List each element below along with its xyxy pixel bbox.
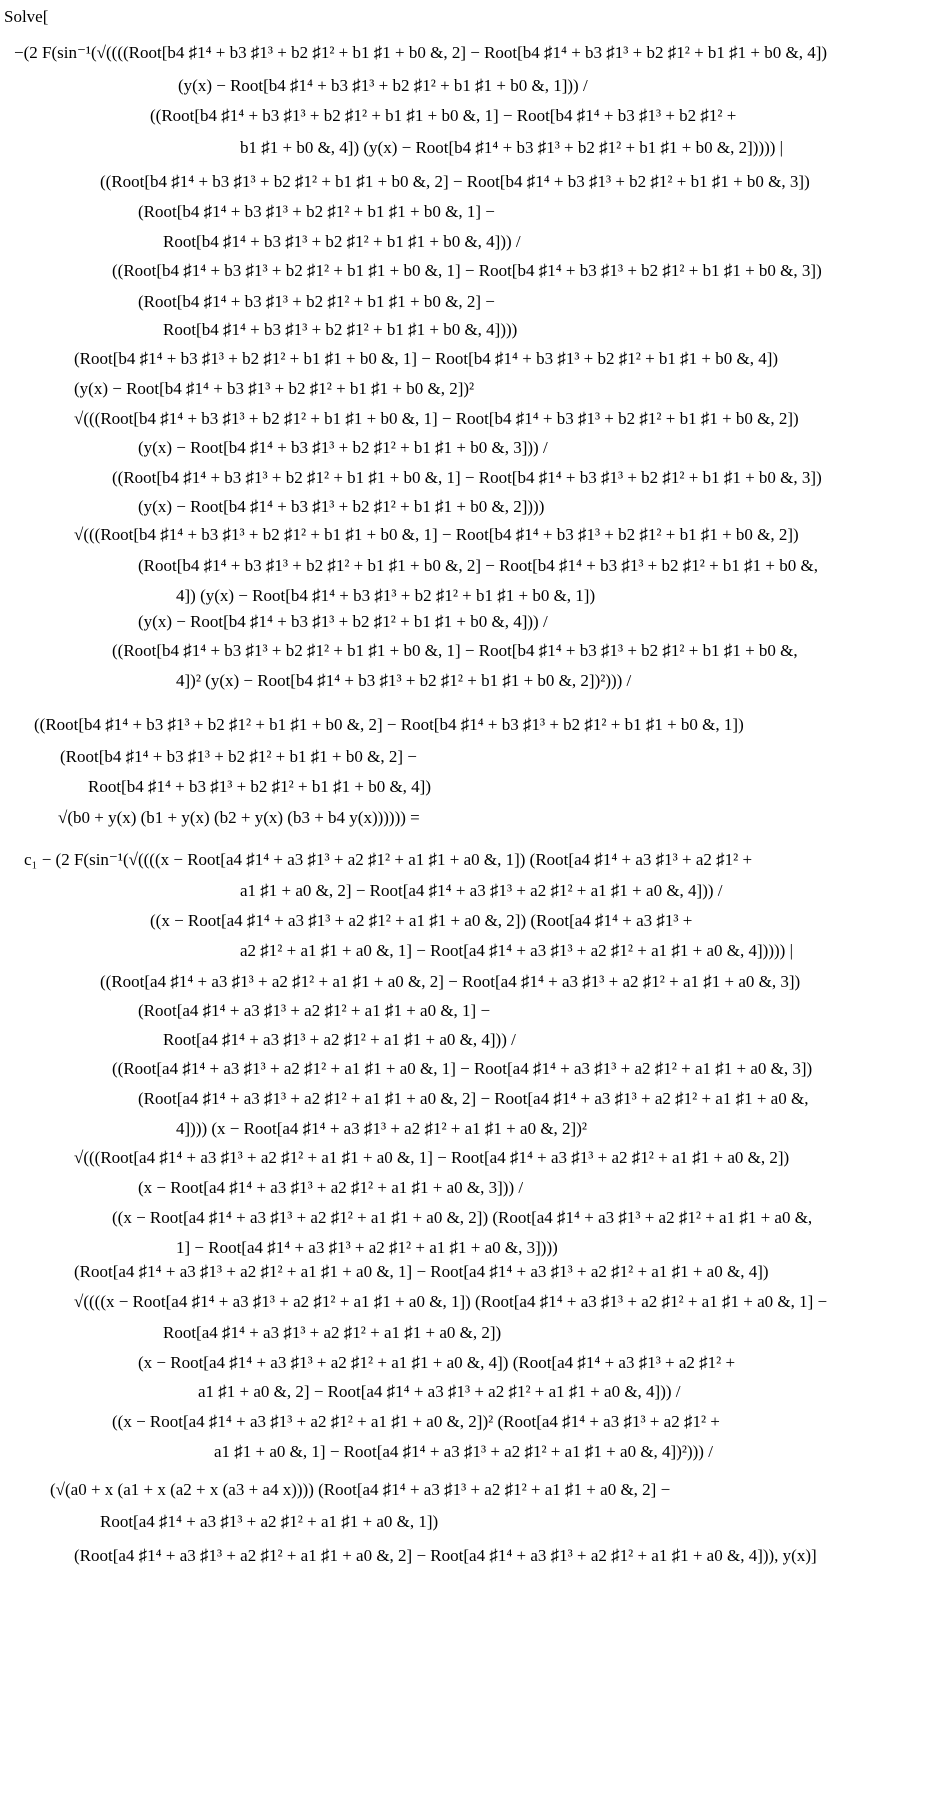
expression-line: (Root[b4 ♯1⁴ + b3 ♯1³ + b2 ♯1² + b1 ♯1 + b0 &, 1] − Root[b4 ♯1⁴ + b3 ♯1³ + b2 ♯1² + b1 ♯1 + b0 &, 4])	[74, 349, 779, 368]
expression-line: √(b0 + y(x) (b1 + y(x) (b2 + y(x) (b3 + b4 y(x)))))) =	[58, 808, 420, 827]
expression-line: (Root[a4 ♯1⁴ + a3 ♯1³ + a2 ♯1² + a1 ♯1 + a0 &, 1] − Root[a4 ♯1⁴ + a3 ♯1³ + a2 ♯1² + a1 ♯1 + a0 &, 4])	[74, 1262, 769, 1281]
expression-line: ((Root[b4 ♯1⁴ + b3 ♯1³ + b2 ♯1² + b1 ♯1 + b0 &, 1] − Root[b4 ♯1⁴ + b3 ♯1³ + b2 ♯1² + b1 ♯1 + b0 &,	[112, 641, 798, 660]
expression-line: ((x − Root[a4 ♯1⁴ + a3 ♯1³ + a2 ♯1² + a1 ♯1 + a0 &, 2]) (Root[a4 ♯1⁴ + a3 ♯1³ + a2 ♯1² + a1 ♯1 + a0 &,	[112, 1208, 813, 1227]
expression-line: a1 ♯1 + a0 &, 2] − Root[a4 ♯1⁴ + a3 ♯1³ + a2 ♯1² + a1 ♯1 + a0 &, 4])) /	[198, 1382, 681, 1401]
expression-line: (Root[b4 ♯1⁴ + b3 ♯1³ + b2 ♯1² + b1 ♯1 + b0 &, 1] −	[138, 202, 495, 221]
expression-line: Root[a4 ♯1⁴ + a3 ♯1³ + a2 ♯1² + a1 ♯1 + a0 &, 2])	[163, 1323, 502, 1342]
expression-line: (√(a0 + x (a1 + x (a2 + x (a3 + a4 x)))) (Root[a4 ♯1⁴ + a3 ♯1³ + a2 ♯1² + a1 ♯1 + a0 &, 2] −	[50, 1480, 671, 1499]
expression-line: (x − Root[a4 ♯1⁴ + a3 ♯1³ + a2 ♯1² + a1 ♯1 + a0 &, 3])) /	[138, 1178, 524, 1197]
expression-line: ((x − Root[a4 ♯1⁴ + a3 ♯1³ + a2 ♯1² + a1 ♯1 + a0 &, 2])² (Root[a4 ♯1⁴ + a3 ♯1³ + a2 ♯1² +	[112, 1412, 720, 1431]
expression-line: (Root[a4 ♯1⁴ + a3 ♯1³ + a2 ♯1² + a1 ♯1 + a0 &, 2] − Root[a4 ♯1⁴ + a3 ♯1³ + a2 ♯1² + a1 ♯1 + a0 &, 4])), y(x)]	[74, 1546, 817, 1565]
expression-line: √(((Root[b4 ♯1⁴ + b3 ♯1³ + b2 ♯1² + b1 ♯1 + b0 &, 1] − Root[b4 ♯1⁴ + b3 ♯1³ + b2 ♯1² + b1 ♯1 + b0 &, 2])	[74, 525, 799, 544]
expression-line: (x − Root[a4 ♯1⁴ + a3 ♯1³ + a2 ♯1² + a1 ♯1 + a0 &, 4]) (Root[a4 ♯1⁴ + a3 ♯1³ + a2 ♯1² +	[138, 1353, 736, 1372]
expression-line: (Root[b4 ♯1⁴ + b3 ♯1³ + b2 ♯1² + b1 ♯1 + b0 &, 2] −	[60, 747, 417, 766]
expression-line: ((Root[a4 ♯1⁴ + a3 ♯1³ + a2 ♯1² + a1 ♯1 + a0 &, 2] − Root[a4 ♯1⁴ + a3 ♯1³ + a2 ♯1² + a1 ♯1 + a0 &, 3])	[100, 972, 801, 991]
expression-line: ((Root[a4 ♯1⁴ + a3 ♯1³ + a2 ♯1² + a1 ♯1 + a0 &, 1] − Root[a4 ♯1⁴ + a3 ♯1³ + a2 ♯1² + a1 ♯1 + a0 &, 3])	[112, 1059, 813, 1078]
expression-line: Root[a4 ♯1⁴ + a3 ♯1³ + a2 ♯1² + a1 ♯1 + a0 &, 1])	[100, 1512, 439, 1531]
expression-line: (y(x) − Root[b4 ♯1⁴ + b3 ♯1³ + b2 ♯1² + b1 ♯1 + b0 &, 1])) /	[178, 76, 588, 95]
expression-line: (Root[b4 ♯1⁴ + b3 ♯1³ + b2 ♯1² + b1 ♯1 + b0 &, 2] −	[138, 292, 495, 311]
expression-line: ((x − Root[a4 ♯1⁴ + a3 ♯1³ + a2 ♯1² + a1 ♯1 + a0 &, 2]) (Root[a4 ♯1⁴ + a3 ♯1³ +	[150, 911, 693, 930]
expression-line: Root[b4 ♯1⁴ + b3 ♯1³ + b2 ♯1² + b1 ♯1 + b0 &, 4])	[88, 777, 431, 796]
expression-line: −(2 F(sin⁻¹(√((((Root[b4 ♯1⁴ + b3 ♯1³ + b2 ♯1² + b1 ♯1 + b0 &, 2] − Root[b4 ♯1⁴ + b3 ♯1³ + b2 ♯1² + b1 ♯1 + b0 &, 4])	[14, 43, 828, 62]
expression-line: (y(x) − Root[b4 ♯1⁴ + b3 ♯1³ + b2 ♯1² + b1 ♯1 + b0 &, 4])) /	[138, 612, 548, 631]
expression-line: 1] − Root[a4 ♯1⁴ + a3 ♯1³ + a2 ♯1² + a1 ♯1 + a0 &, 3])))	[176, 1238, 558, 1257]
expression-line: 4]) (y(x) − Root[b4 ♯1⁴ + b3 ♯1³ + b2 ♯1² + b1 ♯1 + b0 &, 1])	[176, 586, 596, 605]
expression-line: a1 ♯1 + a0 &, 1] − Root[a4 ♯1⁴ + a3 ♯1³ + a2 ♯1² + a1 ♯1 + a0 &, 4])²))) /	[214, 1442, 713, 1461]
expression-line: Root[a4 ♯1⁴ + a3 ♯1³ + a2 ♯1² + a1 ♯1 + a0 &, 4])) /	[163, 1030, 516, 1049]
expression-line: ((Root[b4 ♯1⁴ + b3 ♯1³ + b2 ♯1² + b1 ♯1 + b0 &, 1] − Root[b4 ♯1⁴ + b3 ♯1³ + b2 ♯1² + b1 ♯1 + b0 &, 3])	[112, 261, 822, 280]
expression-line: a2 ♯1² + a1 ♯1 + a0 &, 1] − Root[a4 ♯1⁴ + a3 ♯1³ + a2 ♯1² + a1 ♯1 + a0 &, 4])))) |	[240, 941, 793, 960]
expression-line: b1 ♯1 + b0 &, 4]) (y(x) − Root[b4 ♯1⁴ + b3 ♯1³ + b2 ♯1² + b1 ♯1 + b0 &, 2])))) |	[240, 138, 784, 157]
expression-line: (y(x) − Root[b4 ♯1⁴ + b3 ♯1³ + b2 ♯1² + b1 ♯1 + b0 &, 2])²	[74, 379, 475, 398]
expression-line: c₁ − (2 F(sin⁻¹(√((((x − Root[a4 ♯1⁴ + a3 ♯1³ + a2 ♯1² + a1 ♯1 + a0 &, 1]) (Root[a4 ♯1⁴ + a3 ♯1³ + a2 ♯1² +	[24, 850, 753, 869]
expression-line: (y(x) − Root[b4 ♯1⁴ + b3 ♯1³ + b2 ♯1² + b1 ♯1 + b0 &, 2])))	[138, 497, 545, 516]
expression-line: ((Root[b4 ♯1⁴ + b3 ♯1³ + b2 ♯1² + b1 ♯1 + b0 &, 1] − Root[b4 ♯1⁴ + b3 ♯1³ + b2 ♯1² + b1 ♯1 + b0 &, 3])	[112, 468, 822, 487]
expression-line: Solve[	[4, 7, 49, 26]
expression-line: Root[b4 ♯1⁴ + b3 ♯1³ + b2 ♯1² + b1 ♯1 + b0 &, 4])) /	[163, 232, 521, 251]
expression-line: 4]))) (x − Root[a4 ♯1⁴ + a3 ♯1³ + a2 ♯1² + a1 ♯1 + a0 &, 2])²	[176, 1119, 587, 1138]
expression-line: Root[b4 ♯1⁴ + b3 ♯1³ + b2 ♯1² + b1 ♯1 + b0 &, 4])))	[163, 320, 518, 339]
expression-line: √(((Root[b4 ♯1⁴ + b3 ♯1³ + b2 ♯1² + b1 ♯1 + b0 &, 1] − Root[b4 ♯1⁴ + b3 ♯1³ + b2 ♯1² + b1 ♯1 + b0 &, 2])	[74, 409, 799, 428]
expression-line: ((Root[b4 ♯1⁴ + b3 ♯1³ + b2 ♯1² + b1 ♯1 + b0 &, 2] − Root[b4 ♯1⁴ + b3 ♯1³ + b2 ♯1² + b1 ♯1 + b0 &, 1])	[34, 715, 744, 734]
expression-line: (Root[a4 ♯1⁴ + a3 ♯1³ + a2 ♯1² + a1 ♯1 + a0 &, 1] −	[138, 1001, 491, 1020]
expression-line: (Root[a4 ♯1⁴ + a3 ♯1³ + a2 ♯1² + a1 ♯1 + a0 &, 2] − Root[a4 ♯1⁴ + a3 ♯1³ + a2 ♯1² + a1 ♯1 + a0 &,	[138, 1089, 809, 1108]
expression-line: (y(x) − Root[b4 ♯1⁴ + b3 ♯1³ + b2 ♯1² + b1 ♯1 + b0 &, 3])) /	[138, 438, 548, 457]
expression-line: ((Root[b4 ♯1⁴ + b3 ♯1³ + b2 ♯1² + b1 ♯1 + b0 &, 1] − Root[b4 ♯1⁴ + b3 ♯1³ + b2 ♯1² +	[150, 106, 737, 125]
expression-line: 4])² (y(x) − Root[b4 ♯1⁴ + b3 ♯1³ + b2 ♯1² + b1 ♯1 + b0 &, 2])²))) /	[176, 671, 632, 690]
expression-line: (Root[b4 ♯1⁴ + b3 ♯1³ + b2 ♯1² + b1 ♯1 + b0 &, 2] − Root[b4 ♯1⁴ + b3 ♯1³ + b2 ♯1² + b1 ♯1 + b0 &,	[138, 556, 818, 575]
expression-line: ((Root[b4 ♯1⁴ + b3 ♯1³ + b2 ♯1² + b1 ♯1 + b0 &, 2] − Root[b4 ♯1⁴ + b3 ♯1³ + b2 ♯1² + b1 ♯1 + b0 &, 3])	[100, 172, 810, 191]
expression-line: a1 ♯1 + a0 &, 2] − Root[a4 ♯1⁴ + a3 ♯1³ + a2 ♯1² + a1 ♯1 + a0 &, 4])) /	[240, 881, 723, 900]
expression-line: √(((Root[a4 ♯1⁴ + a3 ♯1³ + a2 ♯1² + a1 ♯1 + a0 &, 1] − Root[a4 ♯1⁴ + a3 ♯1³ + a2 ♯1² + a1 ♯1 + a0 &, 2])	[74, 1148, 790, 1167]
expression-line: √((((x − Root[a4 ♯1⁴ + a3 ♯1³ + a2 ♯1² + a1 ♯1 + a0 &, 1]) (Root[a4 ♯1⁴ + a3 ♯1³ + a2 ♯1² + a1 ♯1 + a0 &, 1] −	[74, 1292, 828, 1311]
